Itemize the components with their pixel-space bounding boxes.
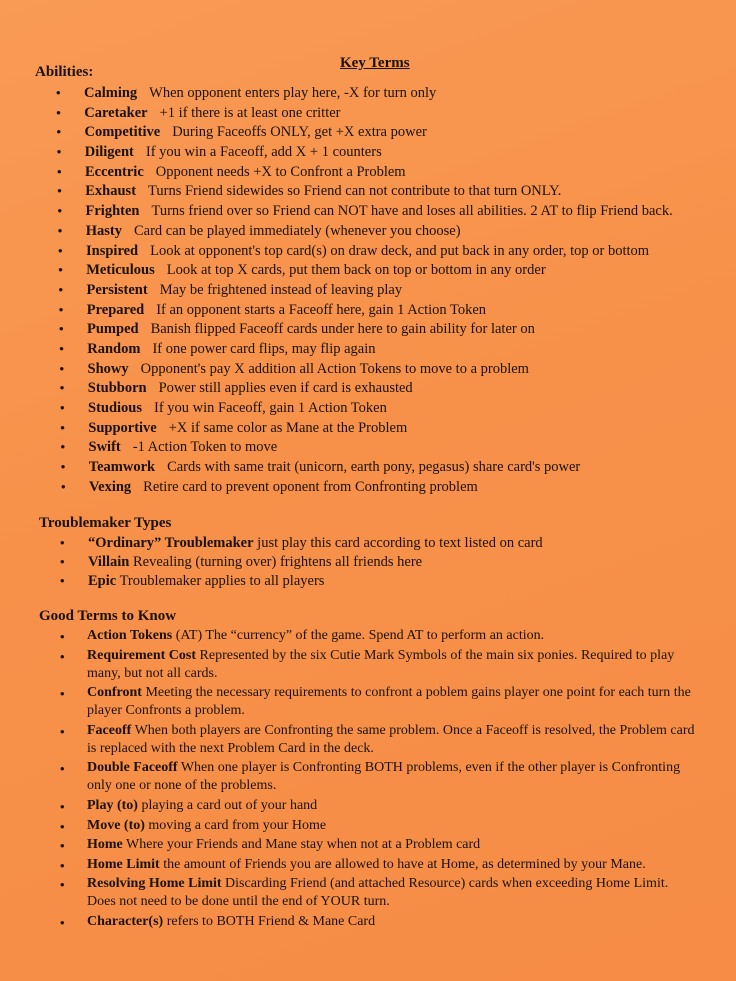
ability-description: Look at opponent's top card(s) on draw deck, and put back in any order, top or bottom	[150, 242, 650, 259]
ability-description: +X if same color as Mane at the Problem	[168, 419, 408, 436]
bullet-icon: •	[60, 798, 65, 814]
good-terms-heading: Good Terms to Know	[39, 608, 177, 624]
ability-term: Exhaust	[85, 183, 137, 200]
ability-description: Turns friend over so Friend can NOT have and loses all abilities. 2 AT to flip Friend back.	[151, 203, 673, 220]
abilities-heading: Abilities:	[35, 64, 94, 80]
ability-term: Pumped	[87, 321, 139, 338]
bullet-icon: •	[60, 419, 65, 435]
ability-item	[57, 164, 727, 184]
bullet-icon: •	[60, 459, 66, 475]
ability-description: If you win Faceoff, gain 1 Action Token	[154, 400, 387, 416]
bullet-icon: •	[57, 163, 62, 179]
bullet-icon: •	[60, 838, 65, 854]
ability-term: Calming	[84, 85, 138, 101]
troublemaker-description: just play this card according to text listed on card	[257, 535, 543, 551]
troublemaker-term: “Ordinary” Troublemaker	[88, 535, 254, 551]
troublemaker-item	[60, 535, 720, 554]
ability-term: Eccentric	[85, 163, 144, 180]
troublemaker-text	[88, 573, 324, 590]
bullet-icon: •	[60, 723, 65, 739]
good-term-description: the amount of Friends you are allowed to have at Home, as determined by your Mane.	[163, 856, 646, 872]
good-term: Resolving Home Limit	[87, 876, 222, 892]
good-term-item	[60, 797, 700, 815]
ability-term: Vexing	[89, 478, 132, 495]
ability-item	[57, 144, 727, 164]
bullet-icon: •	[60, 761, 65, 777]
bullet-icon: •	[56, 85, 61, 100]
bullet-icon: •	[58, 242, 63, 258]
bullet-icon: •	[58, 281, 64, 297]
ability-description: When opponent enters play here, -X for turn only	[149, 85, 437, 101]
bullet-icon: •	[59, 380, 65, 396]
ability-description: Turns Friend sidewides so Friend can not contribute to that turn ONLY.	[148, 183, 562, 200]
good-term-item	[60, 647, 700, 683]
ability-term: Studious	[88, 400, 143, 416]
ability-term: Stubborn	[87, 380, 147, 397]
troublemaker-term: Epic	[88, 573, 117, 589]
good-term: Requirement Cost	[87, 647, 197, 663]
good-term-item	[60, 684, 700, 720]
ability-description: Retire card to prevent oponent from Confronting problem	[143, 478, 478, 495]
ability-term: Diligent	[84, 144, 134, 161]
good-term-description: playing a card out of your hand	[141, 797, 318, 813]
ability-item	[61, 439, 731, 459]
good-term-item	[60, 875, 700, 911]
page-title: Key Terms	[340, 55, 410, 71]
good-term-item	[60, 627, 700, 645]
ability-description: During Faceoffs ONLY, get +X extra power	[172, 124, 427, 141]
ability-description: Opponent needs +X to Confront a Problem	[155, 163, 406, 180]
bullet-icon: •	[60, 439, 66, 455]
troublemaker-item	[60, 573, 720, 592]
good-term-description: Where your Friends and Mane stay when not at a Problem card	[126, 837, 481, 853]
ability-item	[56, 105, 726, 125]
ability-item	[60, 361, 730, 381]
ability-description: If an opponent starts a Faceoff here, gain 1 Action Token	[156, 301, 487, 318]
ability-item	[57, 124, 727, 144]
ability-item	[57, 183, 727, 203]
ability-item	[58, 223, 728, 243]
ability-item	[61, 459, 731, 479]
abilities-list	[56, 85, 726, 498]
ability-item	[59, 302, 729, 322]
bullet-icon: •	[60, 914, 65, 930]
bullet-icon: •	[59, 340, 64, 356]
good-term: Action Tokens	[87, 628, 173, 643]
ability-description: +1 if there is at least one critter	[159, 104, 341, 121]
ability-item	[60, 400, 730, 420]
good-term-item	[60, 722, 700, 758]
ability-description: Look at top X cards, put them back on top or bottom in any order	[166, 262, 546, 279]
ability-description: If you win a Faceoff, add X + 1 counters	[145, 144, 382, 161]
ability-term: Showy	[87, 360, 129, 377]
ability-term: Competitive	[84, 124, 161, 141]
ability-item	[58, 262, 728, 282]
ability-description: Banish flipped Faceoff cards under here to gain ability for later on	[150, 321, 535, 338]
bullet-icon: •	[58, 262, 63, 278]
ability-item	[56, 85, 726, 105]
ability-description: Power still applies even if card is exhausted	[158, 380, 413, 397]
bullet-icon: •	[57, 203, 63, 219]
bullet-icon: •	[60, 629, 65, 644]
good-term: Home	[87, 837, 123, 853]
bullet-icon: •	[60, 818, 65, 834]
good-term-description: moving a card from your Home	[148, 817, 327, 833]
ability-description: Opponent's pay X addition all Action Tokens to move to a problem	[140, 360, 529, 377]
good-terms-list	[60, 627, 700, 933]
good-term: Move (to)	[87, 817, 145, 833]
good-term: Play (to)	[87, 797, 138, 813]
good-term-description: When one player is Confronting BOTH problems, even if the other player is Confronting only one or none of the problems.	[87, 760, 681, 794]
bullet-icon: •	[56, 104, 61, 120]
good-term-item	[60, 913, 700, 931]
ability-item	[59, 282, 729, 302]
troublemaker-description: Revealing (turning over) frightens all friends here	[133, 554, 423, 570]
ability-description: Card can be played immediately (whenever you choose)	[134, 222, 461, 239]
ability-item	[58, 203, 728, 223]
bullet-icon: •	[56, 124, 62, 140]
good-term-description: Discarding Friend (and attached Resource) cards when exceeding Home Limit. Does not need to be done until the end of YOUR turn.	[87, 876, 669, 910]
good-term-item	[60, 856, 700, 874]
troublemaker-description: Troublemaker applies to all players	[119, 573, 325, 589]
troublemaker-term: Villain	[88, 554, 130, 570]
ability-term: Prepared	[86, 301, 145, 318]
troublemaker-item	[60, 554, 720, 573]
ability-item	[59, 321, 729, 341]
ability-term: Frighten	[85, 203, 140, 220]
bullet-icon: •	[60, 400, 65, 415]
bullet-icon: •	[60, 573, 65, 588]
bullet-icon: •	[60, 686, 65, 702]
bullet-icon: •	[57, 222, 63, 238]
good-term-item	[60, 836, 700, 854]
ability-term: Inspired	[86, 242, 139, 259]
bullet-icon: •	[60, 877, 65, 893]
good-term: Faceoff	[87, 722, 132, 738]
ability-term: Caretaker	[84, 104, 148, 121]
bullet-icon: •	[59, 321, 64, 337]
good-term-description: When both players are Confronting the same problem. Once a Faceoff is resolved, the Problem card is replaced with the next Problem Card in the deck.	[87, 722, 695, 756]
ability-term: Swift	[88, 439, 121, 456]
ability-item	[61, 479, 731, 499]
bullet-icon: •	[59, 360, 65, 376]
ability-item	[60, 380, 730, 400]
ability-term: Persistent	[86, 281, 148, 298]
good-term: Character(s)	[87, 913, 164, 929]
bullet-icon: •	[60, 648, 65, 664]
ability-description: Cards with same trait (unicorn, earth pony, pegasus) share card's power	[167, 459, 581, 476]
bullet-icon: •	[60, 535, 65, 550]
ability-term: Random	[87, 340, 141, 357]
bullet-icon: •	[58, 301, 64, 317]
ability-term: Hasty	[85, 222, 122, 239]
good-term-description: Represented by the six Cutie Mark Symbols of the main six ponies. Required to play many, but not all cards.	[87, 647, 675, 681]
good-term: Confront	[87, 685, 142, 701]
ability-term: Teamwork	[88, 459, 156, 476]
bullet-icon: •	[60, 857, 65, 873]
troublemaker-text	[88, 535, 543, 552]
ability-description: If one power card flips, may flip again	[152, 340, 376, 357]
ability-item	[58, 243, 728, 263]
ability-description: -1 Action Token to move	[132, 439, 278, 456]
good-term: Double Faceoff	[87, 760, 178, 776]
troublemaker-types-heading: Troublemaker Types	[39, 515, 172, 531]
ability-item	[59, 341, 729, 361]
ability-description: May be frightened instead of leaving play	[159, 281, 403, 298]
good-term-description: Meeting the necessary requirements to confront a poblem gains player one point for each turn the player Confronts a problem.	[87, 685, 691, 719]
bullet-icon: •	[61, 478, 66, 494]
good-term-description: (AT) The “currency” of the game. Spend AT to perform an action.	[175, 628, 545, 643]
bullet-icon: •	[57, 183, 62, 199]
bullet-icon: •	[60, 554, 65, 569]
ability-term: Supportive	[88, 419, 157, 436]
good-term-item	[60, 759, 700, 795]
ability-term: Meticulous	[86, 262, 155, 279]
troublemaker-text	[88, 554, 422, 571]
good-term-description: refers to BOTH Friend & Mane Card	[166, 913, 376, 929]
bullet-icon: •	[56, 144, 62, 160]
good-term-item	[60, 817, 700, 835]
good-term: Home Limit	[87, 856, 160, 872]
ability-item	[60, 420, 730, 440]
troublemaker-types-list	[60, 535, 720, 592]
